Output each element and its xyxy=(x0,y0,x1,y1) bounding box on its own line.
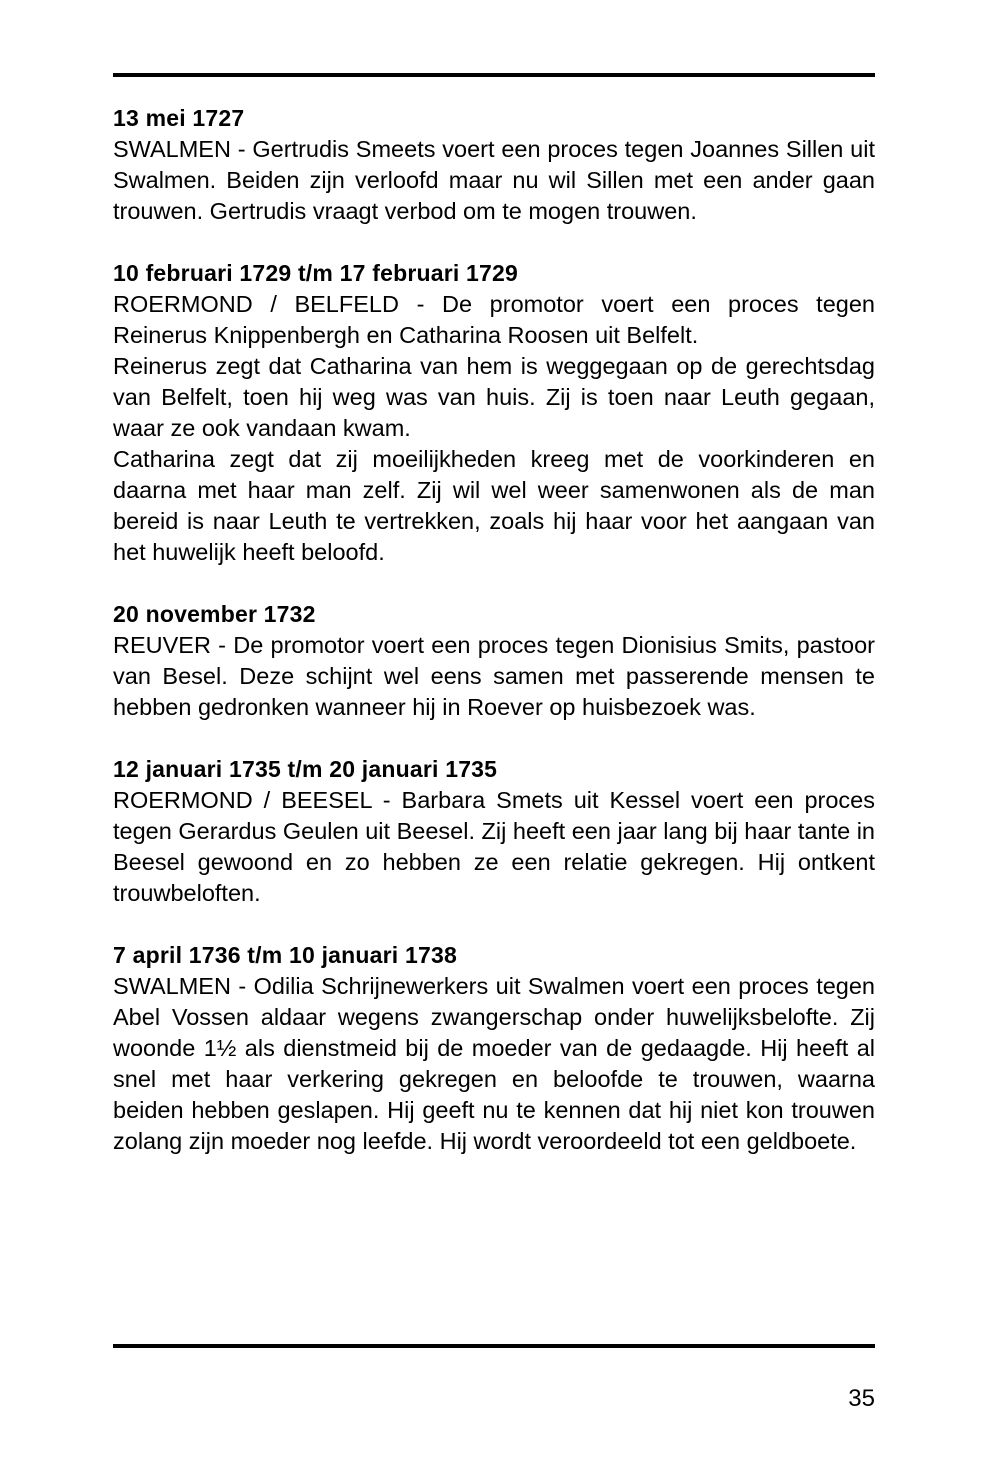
entry-text: ROERMOND / BEESEL - Barbara Smets uit Kessel voert een proces tegen Gerardus Geulen uit Beesel. Zij heeft een jaar lang bij haar tante in Beesel gewoond en zo hebben ze een relatie gekregen. Hij ontkent trouwbeloften. xyxy=(113,787,875,906)
entry-date: 10 februari 1729 t/m 17 februari 1729 xyxy=(113,260,519,286)
entry-1729 xyxy=(113,258,875,568)
entry-date: 12 januari 1735 t/m 20 januari 1735 xyxy=(113,756,498,782)
entry-1732 xyxy=(113,599,875,723)
entry-text: ROERMOND / BELFELD - De promotor voert een proces tegen Reinerus Knippenbergh en Catharina Roosen uit Belfelt. xyxy=(113,291,875,348)
entry-date: 20 november 1732 xyxy=(113,601,316,627)
entry-text: SWALMEN - Gertrudis Smeets voert een proces tegen Joannes Sillen uit Swalmen. Beiden zijn verloofd maar nu wil Sillen met een ander gaan trouwen. Gertrudis vraagt verbod om te mogen trouwen. xyxy=(113,136,875,224)
entry-text: Catharina zegt dat zij moeilijkheden kreeg met de voorkinderen en daarna met haar man zelf. Zij wil wel weer samenwonen als de man bereid is naar Leuth te vertrekken, zoals hij haar voor het aangaan van het huwelijk heeft beloofd. xyxy=(113,446,875,565)
entry-date: 13 mei 1727 xyxy=(113,105,245,131)
page-content xyxy=(113,103,875,1188)
top-rule xyxy=(113,73,875,77)
page-number: 35 xyxy=(848,1385,875,1412)
bottom-rule xyxy=(113,1344,875,1348)
entry-1735 xyxy=(113,754,875,909)
entry-1736 xyxy=(113,940,875,1157)
entry-date: 7 april 1736 t/m 10 januari 1738 xyxy=(113,942,457,968)
entry-1727 xyxy=(113,103,875,227)
entry-text: SWALMEN - Odilia Schrijnewerkers uit Swalmen voert een proces tegen Abel Vossen aldaar wegens zwangerschap onder huwelijksbelofte. Zij woonde 1½ als dienstmeid bij de moeder van de gedaagde. Hij heeft al snel met haar verkering gekregen en beloofde te trouwen, waarna beiden hebben geslapen. Hij geeft nu te kennen dat hij niet kon trouwen zolang zijn moeder nog leefde. Hij wordt veroordeeld tot een geldboete. xyxy=(113,973,875,1154)
entry-text: Reinerus zegt dat Catharina van hem is weggegaan op de gerechtsdag van Belfelt, toen hij weg was van huis. Zij is toen naar Leuth gegaan, waar ze ook vandaan kwam. xyxy=(113,353,875,441)
entry-text: REUVER - De promotor voert een proces tegen Dionisius Smits, pastoor van Besel. Deze schijnt wel eens samen met passerende mensen te hebben gedronken wanneer hij in Roever op huisbezoek was. xyxy=(113,632,875,720)
